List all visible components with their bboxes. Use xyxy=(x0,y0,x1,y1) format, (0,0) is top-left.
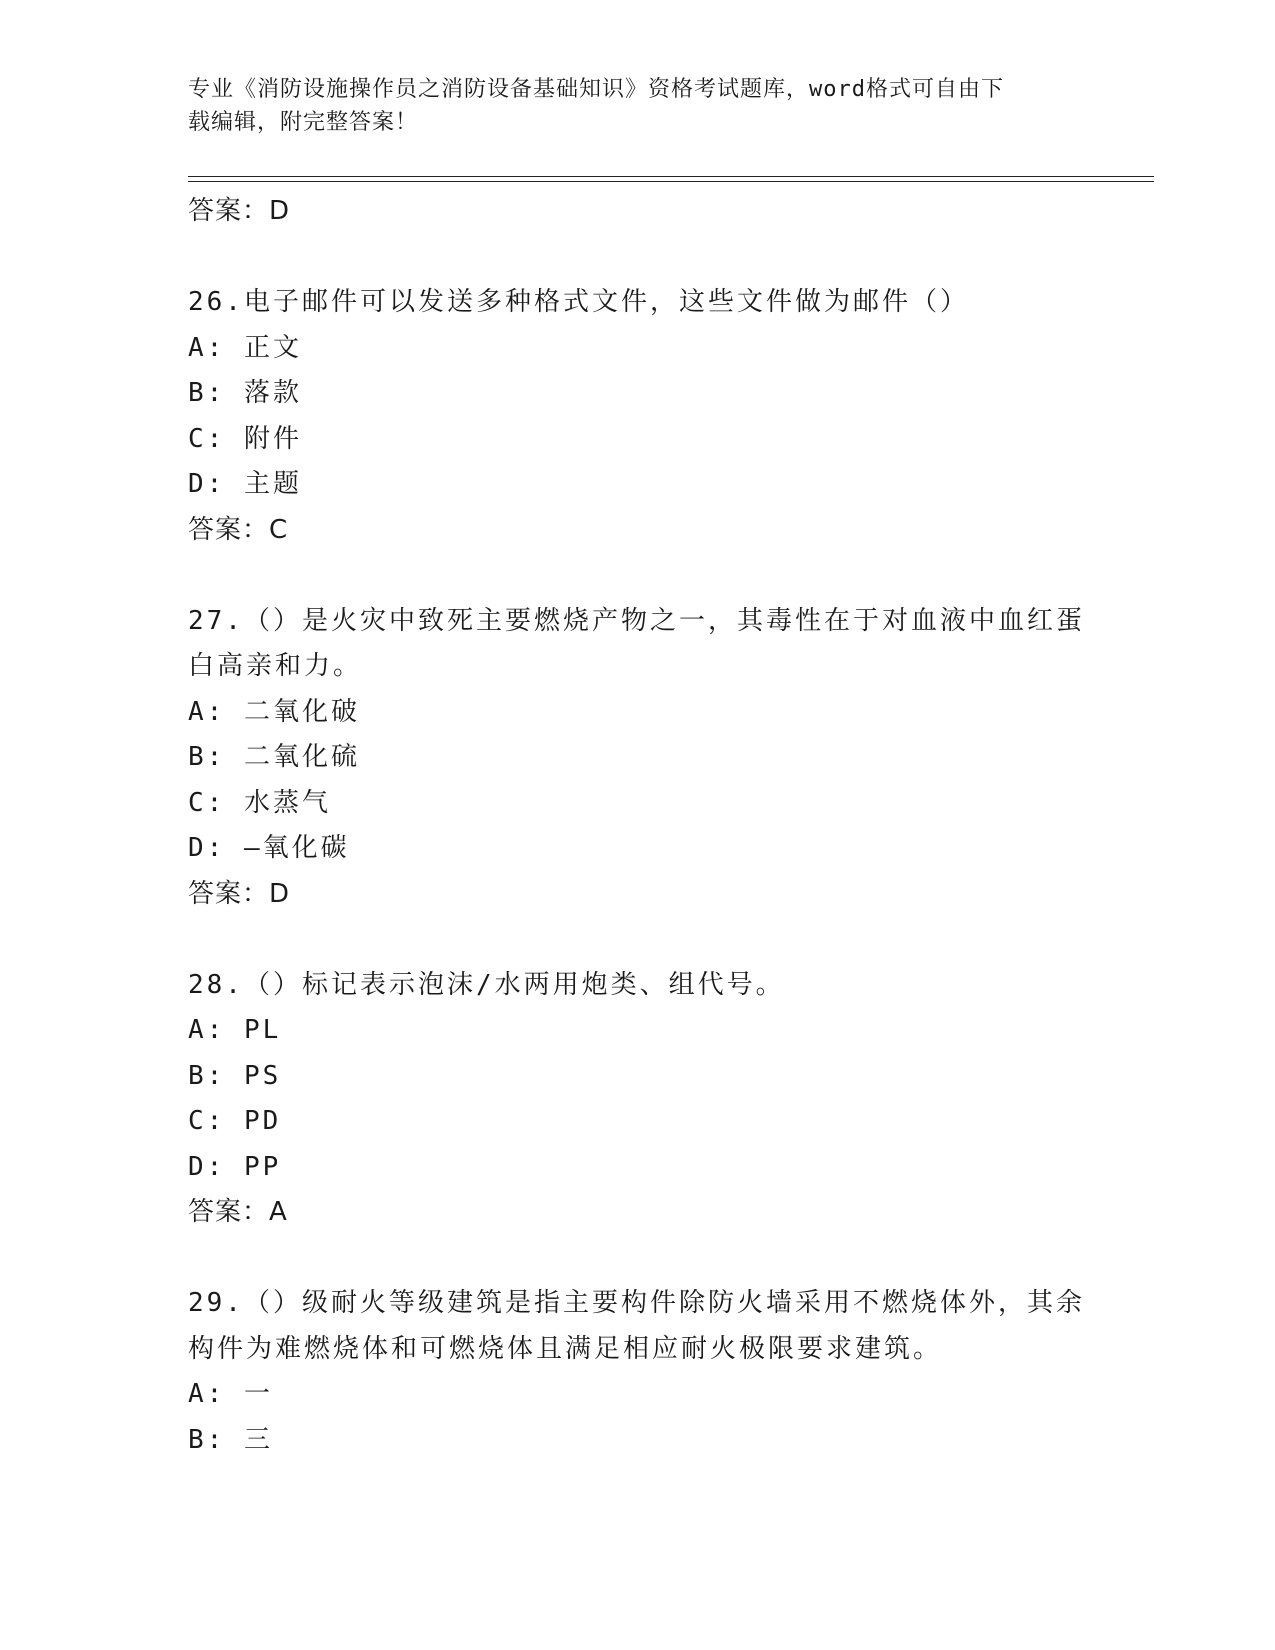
question-text: 26.电子邮件可以发送多种格式文件，这些文件做为邮件（） xyxy=(188,287,969,317)
spacer xyxy=(188,917,1088,963)
question-28 xyxy=(188,963,1088,1236)
spacer xyxy=(188,235,1088,281)
option-b: B: 二氧化硫 xyxy=(188,742,360,772)
header-divider-top xyxy=(188,176,1154,177)
option-a: A: 二氧化破 xyxy=(188,696,360,727)
answer: 答案：D xyxy=(188,878,291,909)
option-b: B: 三 xyxy=(188,1424,273,1455)
question-text: 27.（）是火灾中致死主要燃烧产物之一，其毒性在于对血液中血红蛋 xyxy=(188,605,1085,636)
option-a: A: 一 xyxy=(188,1379,273,1409)
question-text-continued: 构件为难燃烧体和可燃烧体且满足相应耐火极限要求建筑。 xyxy=(188,1333,943,1364)
option-d: D: —氧化碳 xyxy=(188,833,350,863)
question-text: 29.（）级耐火等级建筑是指主要构件除防火墙采用不燃烧体外，其余 xyxy=(188,1288,1085,1318)
option-d: D: PP xyxy=(188,1151,282,1182)
question-29 xyxy=(188,1281,1088,1463)
answer: 答案：C xyxy=(188,514,289,545)
question-text-continued: 白高亲和力。 xyxy=(188,651,363,681)
spacer xyxy=(188,553,1088,599)
header-divider-bottom xyxy=(188,181,1154,182)
option-d: D: 主题 xyxy=(188,469,302,499)
previous-answer: 答案：D xyxy=(188,196,291,226)
question-26 xyxy=(188,280,1088,553)
option-c: C: 水蒸气 xyxy=(188,787,331,818)
question-27 xyxy=(188,599,1088,918)
header-line-2: 载编辑，附完整答案！ xyxy=(188,110,419,135)
document-header xyxy=(188,73,1068,139)
question-text: 28.（）标记表示泡沫/水两用炮类、组代号。 xyxy=(188,969,785,1000)
answer: 答案：A xyxy=(188,1197,288,1227)
option-b: B: PS xyxy=(188,1060,282,1091)
question-list xyxy=(188,189,1088,1463)
option-a: A: PL xyxy=(188,1015,282,1045)
spacer xyxy=(188,1236,1088,1282)
option-c: C: PD xyxy=(188,1106,282,1136)
option-a: A: 正文 xyxy=(188,332,302,363)
header-line-1: 专业《消防设施操作员之消防设备基础知识》资格考试题库，word格式可自由下 xyxy=(188,77,1004,102)
option-c: C: 附件 xyxy=(188,423,302,454)
option-b: B: 落款 xyxy=(188,378,302,408)
